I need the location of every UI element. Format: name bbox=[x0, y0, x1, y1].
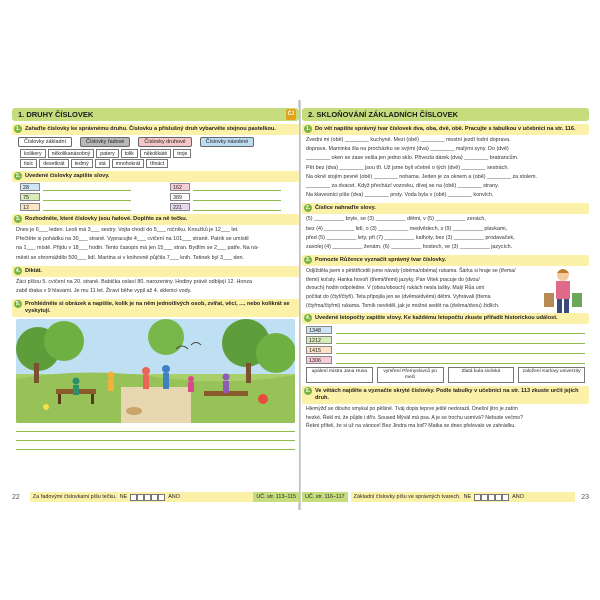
text-line: doprava. Maminka šla na procházku se svými (dva) ________ malými syny. Do (dvě) bbox=[306, 146, 509, 153]
number-box: 162 bbox=[170, 183, 190, 191]
text-line: Odjížděla jsem s pětětřicetili jsme návaly (obéma/obéma) rukama. Šárka si hraje se (třema/ bbox=[306, 268, 516, 275]
self-check-box[interactable] bbox=[151, 494, 158, 501]
text-line: Řekni příteli, že si už na vánoce! Bez Jindra ma loď? Matka se dnes přelevalo ve zahrádku. bbox=[306, 423, 516, 430]
task-instruction bbox=[302, 203, 589, 214]
text-line: Přečtěte si pohádku na 30___ straně. Vypracujte 4___ cvičení na 101___ straně. Patrik se umístil bbox=[16, 236, 249, 243]
category-chip[interactable]: Číslovky základní bbox=[18, 137, 72, 147]
task-instruction bbox=[12, 299, 299, 317]
number-column-left bbox=[20, 183, 131, 211]
self-check-no: NE bbox=[119, 494, 128, 500]
word-chip[interactable]: troje bbox=[173, 149, 191, 158]
text-line: Pět bez (dva) ________ jsou tři. Už jsme byli včetně o tých (dvě) ________ sestrách. bbox=[306, 164, 509, 171]
textbook-reference: UČ. str. 113–115 bbox=[253, 492, 299, 502]
event-card[interactable]: upálení mistra Jana Husa bbox=[306, 367, 373, 383]
number-box: 389 bbox=[170, 193, 190, 201]
self-check-yes: ANO bbox=[512, 494, 524, 500]
word-row bbox=[20, 149, 299, 158]
word-chip[interactable]: tisíc bbox=[20, 159, 37, 168]
answer-line[interactable] bbox=[16, 423, 295, 432]
answer-line[interactable] bbox=[336, 357, 585, 364]
category-chip[interactable]: Číslovky druhové bbox=[138, 137, 191, 147]
task-instruction bbox=[12, 214, 299, 225]
section-title: 1. DRUHY ČÍSLOVEK bbox=[18, 110, 94, 119]
task-number: 3. bbox=[15, 216, 21, 222]
word-chip[interactable]: třináct bbox=[146, 159, 168, 168]
self-check-text: Základní číslovky píšu ve správných tvarech. bbox=[353, 494, 461, 500]
number-box: 75 bbox=[20, 193, 40, 201]
text-line: dvouch) hodin odpoledne. V (obou/obouch) rukách nesla tašky. Malý Růa umí bbox=[306, 285, 485, 292]
answer-line[interactable] bbox=[336, 337, 585, 344]
answer-line[interactable] bbox=[336, 327, 585, 334]
task-number: 2. bbox=[15, 173, 21, 179]
task-3 bbox=[12, 214, 299, 263]
answer-line[interactable] bbox=[193, 184, 281, 191]
self-check-band bbox=[30, 492, 254, 502]
girl-with-bags-illustration bbox=[541, 267, 585, 319]
text-line: Na klavesnici píše (dva) ________ prsty. Voda byla v (obě) ________ konvích. bbox=[306, 192, 494, 199]
task-text: Pomozte Růžence vyznačit správný tvar číslovky. bbox=[315, 257, 447, 264]
task-text: Uvedené letopočty zapište slovy. Ke každému letopočtu zkuste přiřadit historickou událost. bbox=[315, 315, 558, 322]
page-right bbox=[302, 108, 589, 503]
year-row bbox=[306, 356, 585, 364]
park-scene-image bbox=[16, 319, 295, 423]
task-number: 5. bbox=[15, 301, 21, 308]
text-line: hezké. Řekl mi, že půjde i dřív. Soused Mývál má psa. A je se trochu usmívá? Nebude večmo? bbox=[306, 414, 524, 421]
task-instruction bbox=[302, 313, 589, 324]
text-line: na 1___ místě. Přijdu v 18___ hodin. Tento časopis má jen 15___ stran. Bydlím se 2___ patře. Na ná- bbox=[16, 245, 259, 252]
task-5 bbox=[12, 299, 299, 450]
task-body bbox=[302, 404, 589, 431]
section-header bbox=[302, 108, 589, 121]
self-check-yes: ANO bbox=[168, 494, 180, 500]
task-text: Číslice nahraďte slovy. bbox=[315, 205, 376, 212]
word-chip[interactable]: tolik bbox=[121, 149, 138, 158]
park-illustration bbox=[16, 319, 295, 423]
task-body bbox=[302, 214, 589, 252]
task-number: 3. bbox=[305, 257, 311, 264]
task-4 bbox=[302, 313, 589, 383]
task-number: 1. bbox=[305, 126, 311, 132]
event-card[interactable]: Zlatá bula sicilská bbox=[448, 367, 515, 383]
task-text: Uvedené číslovky zapište slovy. bbox=[25, 173, 110, 179]
answer-line[interactable] bbox=[193, 204, 281, 211]
textbook-reference: UČ. str. 116–117 bbox=[302, 492, 348, 502]
self-check-box[interactable] bbox=[137, 494, 144, 501]
self-check-no: NE bbox=[463, 494, 472, 500]
task-number: 5. bbox=[305, 388, 311, 395]
task-number: 2. bbox=[305, 205, 311, 212]
text-line: ________ oken se zase vešla jen jedno sklo. Přivezla dárek (dva) ________ bratrancům. bbox=[306, 155, 519, 162]
task-1 bbox=[12, 124, 299, 168]
self-check-box[interactable] bbox=[474, 494, 481, 501]
answer-line[interactable] bbox=[43, 204, 131, 211]
page-number: 22 bbox=[12, 493, 20, 501]
task-number: 1. bbox=[15, 126, 21, 132]
self-check-box[interactable] bbox=[481, 494, 488, 501]
task-text: Do vět napište správný tvar číslovek dva, oba, dvě, obě. Pracujte s tabulkou v učebnici na str. 116. bbox=[315, 126, 576, 132]
text-line: třemi) koťaty. Hanka hovoří (třemi/třemi) jazyky. Pan Vitek pracuje do (dvou/ bbox=[306, 276, 480, 283]
number-box: 28 bbox=[20, 183, 40, 191]
number-item bbox=[20, 183, 131, 191]
answer-line[interactable] bbox=[336, 347, 585, 354]
task-3 bbox=[302, 255, 589, 310]
task-instruction bbox=[12, 124, 299, 135]
task-body bbox=[302, 135, 589, 200]
task-2 bbox=[12, 171, 299, 211]
word-chip[interactable]: několikáté bbox=[140, 149, 171, 158]
self-check-box[interactable] bbox=[495, 494, 502, 501]
self-check-box[interactable] bbox=[130, 494, 137, 501]
word-chip[interactable]: stá bbox=[95, 159, 110, 168]
text-line: Hlemýžď se dlouho smykal po pěšině. Tváj dopis teprve ještě nedorazil. Dnešní jitro je zatím bbox=[306, 406, 518, 413]
task-text: Zařaďte číslovky ke správnému druhu. Číslovku a příslušný druh vybarvěte stejnou pastelkou. bbox=[25, 126, 276, 132]
word-chip[interactable]: tedmý bbox=[71, 159, 93, 168]
page-footer bbox=[302, 491, 589, 503]
task-instruction bbox=[302, 124, 589, 135]
book-logo-icon: ČJ bbox=[286, 109, 296, 120]
self-check-band bbox=[351, 492, 576, 502]
page-footer bbox=[12, 491, 299, 503]
category-chip[interactable]: Číslovky násobné bbox=[200, 137, 255, 147]
word-chip[interactable]: desetkrát bbox=[39, 159, 68, 168]
page-number: 23 bbox=[581, 493, 589, 501]
self-check-box[interactable] bbox=[158, 494, 165, 501]
task-5 bbox=[302, 386, 589, 431]
self-check-box[interactable] bbox=[488, 494, 495, 501]
page-left bbox=[12, 108, 299, 503]
number-item bbox=[20, 193, 131, 201]
word-chip[interactable]: několikanásobný bbox=[48, 149, 95, 158]
self-check-scale bbox=[474, 494, 509, 501]
task-number: 4. bbox=[15, 267, 21, 274]
event-card[interactable]: vymření Přemyslovců po meči bbox=[377, 367, 444, 383]
section-header bbox=[12, 108, 299, 121]
number-item bbox=[170, 203, 281, 211]
word-chip[interactable]: kolikery bbox=[20, 149, 46, 158]
task-2 bbox=[302, 203, 589, 252]
text-line: Na okně stojím pevně (obě) ________ nohama. Jeden je za oknem a (obě) ________ za stolem. bbox=[306, 173, 538, 180]
number-item bbox=[170, 193, 281, 201]
event-row bbox=[306, 367, 585, 383]
text-line: zavolej (4) __________ ženám, (6) __________ hostech, ve (3) __________ jazycích. bbox=[306, 244, 513, 251]
text-line: (čtyřma/čtyřmi) rukama. Tomík nevěděl, jak je možné sedět na (dvěma/dvou) židlích. bbox=[306, 302, 500, 309]
self-check-box[interactable] bbox=[502, 494, 509, 501]
category-row bbox=[18, 137, 299, 147]
task-instruction bbox=[302, 255, 589, 266]
text-line: Dnes je 6___ leden. Leoš má 3___ sestry. Vojta chodí do 5___ ročníku. Kroužků je 12___ let. bbox=[16, 227, 239, 233]
task-1 bbox=[302, 124, 589, 200]
task-4 bbox=[12, 266, 299, 296]
number-columns bbox=[12, 182, 299, 211]
answer-line[interactable] bbox=[193, 194, 281, 201]
year-box: 1306 bbox=[306, 356, 332, 364]
answer-line[interactable] bbox=[16, 441, 295, 450]
text-line: Žáci píšou 5. cvičení na 20. straně. Babička oslaví 80. narozeniny. Hodiny právě odbíjejí 12. Honza bbox=[16, 278, 253, 285]
task-text: Rozhodněte, které číslovky jsou řadové. Doplňte za ně tečku. bbox=[25, 216, 188, 222]
task-text: Ve větách najděte a vyznačte skryté číslovky. Podle tabulky v učebnici na str. 113 zkuste určit jejich druh. bbox=[315, 388, 579, 402]
year-box: 1415 bbox=[306, 346, 332, 354]
word-chip[interactable]: mnohokrát bbox=[112, 159, 145, 168]
text-line: bez (4) __________ lidí, o (3) __________ medvědech, s (9) __________ plavkami, bbox=[306, 225, 508, 232]
year-row bbox=[306, 346, 585, 354]
task-text: Diktát. bbox=[25, 267, 43, 274]
text-line: (5) __________ bryle, se (3) __________ dětmi, v (5) __________ zenách, bbox=[306, 216, 486, 223]
task-instruction bbox=[12, 266, 299, 277]
task-body bbox=[12, 277, 299, 296]
year-row bbox=[306, 336, 585, 344]
number-item bbox=[20, 203, 131, 211]
task-body bbox=[12, 225, 299, 263]
task-instruction bbox=[12, 171, 299, 182]
number-column-right bbox=[170, 183, 281, 211]
number-box: 221 bbox=[170, 203, 190, 211]
word-chip[interactable]: patery bbox=[96, 149, 118, 158]
event-card[interactable]: založení Karlovy univerzity bbox=[518, 367, 585, 383]
text-line: ________ za dvacet. Když přechází vozovku, dívej se na (obě) ________ strany. bbox=[306, 183, 499, 190]
number-item bbox=[170, 183, 281, 191]
text-line: zabil draka v 9 hlavami. Je mu 11 let. Žiraví běhe vypil až 4. sklenici vody. bbox=[16, 288, 192, 295]
text-line: městí se shromáždilo 500___ lidí. Martina si v knihovně půjčila 7___ knih. Tetinek byl 3___ den. bbox=[16, 254, 244, 261]
task-instruction bbox=[302, 386, 589, 404]
self-check-box[interactable] bbox=[144, 494, 151, 501]
answer-line[interactable] bbox=[43, 184, 131, 191]
year-box: 1348 bbox=[306, 326, 332, 334]
number-box: 12 bbox=[20, 203, 40, 211]
year-row bbox=[306, 326, 585, 334]
year-box: 1212 bbox=[306, 336, 332, 344]
word-row bbox=[20, 159, 299, 168]
section-title: 2. SKLOŇOVÁNÍ ZÁKLADNÍCH ČÍSLOVEK bbox=[308, 110, 459, 119]
self-check-scale bbox=[130, 494, 165, 501]
text-line: Zvedni mi (obě) ________ kuchyně. Mezi (obě) ________ mostní jezdí lodní doprava. bbox=[306, 137, 511, 143]
answer-line[interactable] bbox=[16, 432, 295, 441]
category-chip[interactable]: Číslovky řadové bbox=[80, 137, 130, 147]
self-check-text: Za řadovými číslovkami píšu tečku. bbox=[32, 494, 117, 500]
task-number: 4. bbox=[305, 315, 311, 322]
task-text: Prohlédněte si obrázek a napište, kolik je na něm jednotlivých osob, zvířat, věcí, ..., nebo kolikrát se vyskytují. bbox=[25, 301, 290, 315]
text-line: počítat do (čtyř/čtyři). Teta připojila jen se (dvěma/dvěmi) dětmi. Vyhrávali (třema bbox=[306, 294, 491, 301]
text-line: před (5) __________ lety, při (7) __________ kalhoty, bez (3) __________ prodavaček, bbox=[306, 234, 515, 241]
answer-line[interactable] bbox=[43, 194, 131, 201]
